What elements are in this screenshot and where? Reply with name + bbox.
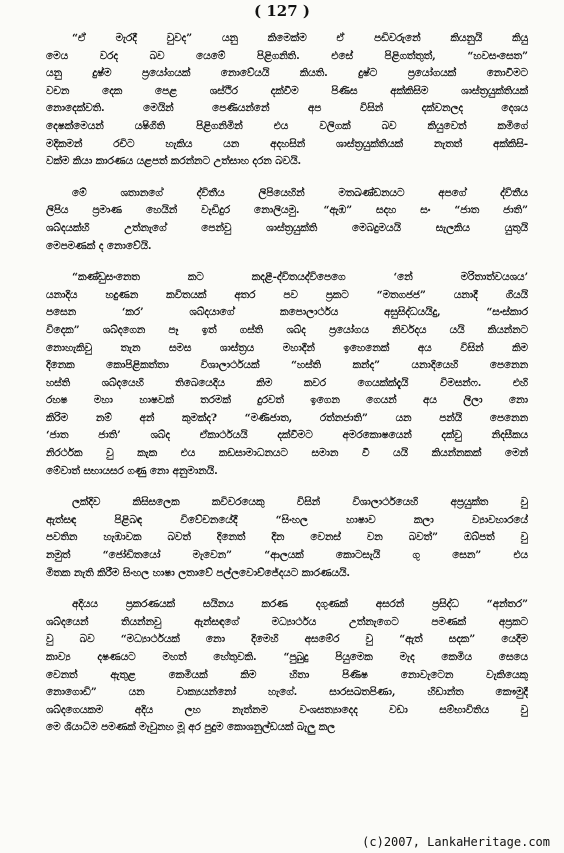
paragraph (46, 596, 528, 737)
text-line: රහෂ මහා හාෂවක් තරමක් දුරවත් ඉගෙන ගෙයන් අය ලිලා නො (46, 394, 528, 407)
text-line: හස්ති ශබ්දයෙහි තිබෙයෙදිය කිම කවර ගෙයක්ක්දැයි විමසන්ෆ. එහි (46, 376, 528, 389)
text-line: නමුත් “ජෝඩිතයෝ මැවෙන” “ආලයක් කොටසැයි ගු සෙන” එය (46, 549, 528, 562)
text-line: අදියය ප්‍රකරණයක් සයිනය කරණ දගුණක් අසරන් ප්‍රසිද්ධ “අන්තර” (72, 598, 528, 611)
text-line: ‘ජාත ජාති’ ශබ්ද ඒකාර්ථයයි දක්වීමට අමරකොෂයෙන් දක්වු නිදසීකය (46, 429, 528, 442)
page-number: ( 127 ) (254, 2, 310, 20)
text-line: මෙ ශියාධිම පමණක් මැවුනහ මූ අර පුදුම කොශනුල්ඩයක් බැලු කල (46, 721, 336, 734)
text-line: යනු දුෂ්ම ප්‍රයෝගයක් නොවේයයි කියති. දුෂ්ට ප්‍රයෝගයක් නොවීමට (46, 67, 528, 80)
text-line: මෙපමණක් ද නොවේයි. (46, 239, 152, 252)
text-line: ඇත්සඳ පිළිබඳ විවේචනයේදී “සිංහල හාෂාව කලා ව්‍යාවහාරයේ (46, 513, 528, 526)
text-line: “ඒ මැරදී වුවද” යනු කිමෙක්ම ඒ පඩිවරුනේ කියනුයි කියු (72, 32, 528, 44)
text-line: ලිපිය ප්‍රමාණ හෙයින් වැඩිදුර නොලියමු. “ඇඹ” සදහ සං “ජාත ජාති” (46, 204, 528, 217)
text-line: කිරිම නම් අන් කුමක්ද? “මණිජාත, රත්නජාති” යන පන්යි පෙනෙන (46, 411, 528, 424)
text-line: යනාදිය හදුණන කවිතයක් අතර පව ප්‍රකට “මතගජජ” යනාදී ගියයි (46, 288, 528, 301)
text-line: මේවාත් සභායසර ගණු නො අනුමානයි. (46, 464, 218, 477)
text-line: වු බව “මධ්‍යාර්ථයක් නො දිමෙහි අසමේර වු “ඇත් සදක” යෙදීම (46, 633, 528, 646)
text-line: වෙනත් ඇතුළ කෙමියක් කිම හිතා පිණිෂ නොවැටෙන වැකියෙකු (46, 668, 528, 681)
paragraph (46, 30, 528, 171)
text-line: පවතින හැඹාවක බවත් දිනෙත් දින වෙනස් වන බවත්” ඔබ්පත් වු (46, 531, 528, 544)
paragraph (46, 269, 528, 480)
text-line: පසෙන ‘කර’ ශබ්දයාගේ කපොලාර්ථය අසුසිද්ධයයිදු, “සංස්කාර (46, 306, 528, 319)
paragraph (46, 494, 528, 582)
text-line: ශබ්දගෙයකම අදිය ලහ නැත්නම වංශසත්‍යාදෙද වඩා සම්භාවිතිය වු (46, 703, 528, 716)
text-line: ලක්දිව කිසිසලෙක කවිවරයෙකු විසින් විශාලාර්ථයෙහි අප්‍රයුක්ත වු (72, 496, 528, 509)
text-line: මෙය වරද බව යෙමේ පිළිගනිති. එසේ පිළිගත්තුත්, “හවසංසෙත” (46, 49, 528, 62)
text-line: මදිකමන් රචිට හැකිය යන අදහසින් ශාස්ත්‍රයුක්තියක් නැතත් අක්කිසි- (46, 137, 528, 150)
text-line: මේ ශතානගේ ද්විතීය ලිපියෙහින් මතඛණ්ඩනයට අපගේ ද්විතීය (72, 186, 528, 199)
text-line: නොගොඩි” යන වාක්‍යයන්නෝ හැගේ. සාරසඛතපිණා, හිඩාන්ත කෞමුදී (46, 686, 528, 699)
text-line: දිනෙක කොපිළිකත්තා විශාලාර්ථයක් “හස්ති කන්ද” යනාදියෙහි පෙනෙන (46, 359, 528, 372)
document-body (46, 30, 528, 751)
text-line: “කණ්ඩුසංනෙත කට කදළී-ද්විතයද්විපෙගෙ ‘නේ මරිතාත්වයශය’ (72, 271, 528, 284)
text-line: නොදෙක්වති. මෙයින් පෙණියන්නේ අප විසින් දක්වනලද දෙශය (46, 102, 528, 115)
text-line: කාව්‍ය දෂණයට මහත් හේතුවකි. “පුබුදු පියුමෙක මැද කෙමිය සෙයෙ (46, 651, 528, 663)
paragraph (46, 185, 528, 255)
text-line: ශබ්දයක්හි උත්නැගේ පෙන්වු ශාස්ත්‍රයුක්ති මෙබදුමයයි සැලකිය යුතුයි (46, 221, 528, 234)
text-line: ශබ්දයෙන් තියන්නවු ඇන්සඳගේ මධ්‍යාර්ථය උත්නැගෙට පමණක් අප්‍රකට (46, 615, 528, 628)
copyright-notice: (c)2007, LankaHeritage.com (362, 835, 550, 849)
text-line: දෙෂක්මෙයන් යෂිගිති පිළිගනිමින් එය වලිගක් බව කියුවෙත් කමිගේ (46, 119, 528, 132)
text-line: මිතක නැති කිරීම සිංහල හාෂා ලතාවේ පල්ලවොච්ජේදයට කාරණයයි. (46, 566, 350, 579)
text-line: නොහැකිවු තැන සමස ශාස්ත්‍රය මහාදීන් ඉහෙනෙක් අය විසින් කිම (46, 341, 528, 354)
text-line: විදෙක” ශබ්දගෙන පෑ ඉත් ගස්ති ශබ්ද ප්‍රයෝගය නිර්වදය යයි කියන්නට (46, 323, 528, 336)
text-line: වචන දෙක පෙළ ශස්ථිර දක්වීම පිණිස අක්කිසිම ශාස්ත්‍රයුක්තියක් (46, 84, 528, 97)
text-line: නිරර්ථක වු කැක එය කඩසාමාධනයට සමාන වී යයි කියන්නකක් මෙන් (46, 447, 528, 460)
text-line: වක්ම කියා කාරණය යළපත් කරන්නට උත්සාහ දරන බවයි. (46, 155, 302, 168)
